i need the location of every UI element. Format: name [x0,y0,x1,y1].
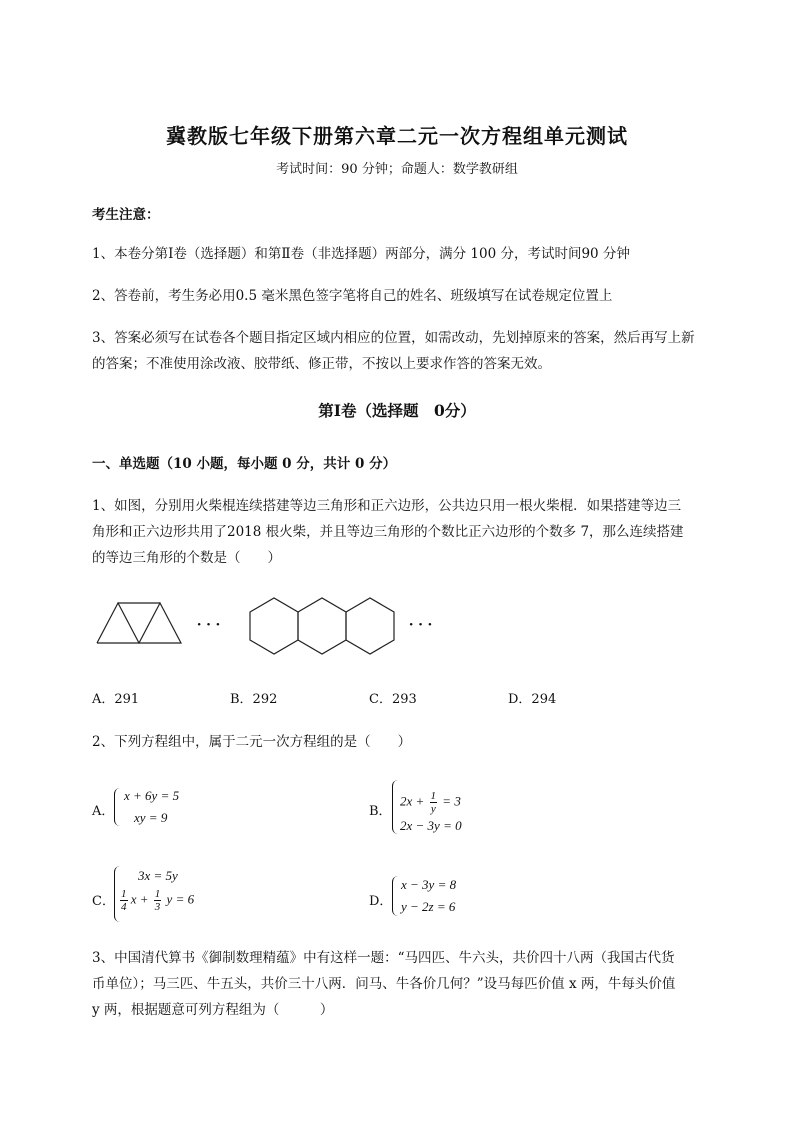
q2-b-eq2: 2x − 3y = 0 [400,818,462,833]
q2-label-d[interactable]: D． [369,894,393,909]
q2-c-term: x + [130,891,149,907]
q2-c-num-1: 1 [121,888,127,900]
q2-label-c[interactable]: C． [92,894,115,909]
ellipsis-2: ··· [408,612,437,636]
brace-b [392,780,399,834]
q1-option-a[interactable]: A．291 [92,692,140,707]
brace-d [392,876,399,916]
q3-line-2: 币单位）；马三匹、牛五头，共价三十八两．问马、牛各价几何？”设马每匹价值 x 两，牛每头价值 [92,976,676,992]
notice-heading: 考生注意： [92,207,160,223]
exam-info: 考试时间：90 分钟；命题人：数学教研组 [276,162,518,177]
q2-a-eq1: x + 6y = 5 [124,788,180,803]
q2-stem: 2、下列方程组中，属于二元一次方程组的是（ ） [92,734,412,750]
q2-c-fraction-1 [120,888,128,913]
part-heading: 一、单选题（10 小题，每小题 0 分，共计 0 分） [92,456,397,472]
q2-c-fraction-2 [154,888,162,913]
q1-option-d[interactable]: D．294 [508,692,557,707]
q2-a-eq2: xy = 9 [134,810,168,825]
q2-d-eq2: y − 2z = 6 [401,899,456,914]
section-title: 第Ⅰ卷（选择题 0分） [318,401,476,420]
q2-c-rhs: y = 6 [166,891,195,907]
q2-c-den-2: 3 [154,901,161,913]
notice-item-3-cont: 的答案；不准使用涂改液、胶带纸、修正带，不按以上要求作答的答案无效。 [92,356,551,372]
ellipsis-1: ··· [196,612,225,636]
hexagons-figure [249,597,399,657]
q1-option-c[interactable]: C．293 [369,692,417,707]
q2-b-rhs: = 3 [442,793,461,809]
notice-item-2: 2、答卷前，考生务必用0.5 毫米黑色签字笔将自己的姓名、班级填写在试卷规定位置上 [92,288,613,304]
q2-c-num-2: 1 [154,888,161,900]
q2-b-fraction [430,790,438,815]
q2-label-a[interactable]: A． [92,804,115,819]
q1-line-3: 的等边三角形的个数是（ ） [92,550,281,566]
q1-option-b[interactable]: B．292 [230,692,278,707]
q2-b-eq1 [400,790,461,815]
triangles-figure [96,600,186,645]
q1-line-2: 角形和正六边形共用了2018 根火柴，并且等边三角形的个数比正六边形的个数多 7，那么连续搭建 [92,524,684,540]
q2-d-eq1: x − 3y = 8 [401,877,457,892]
page-title: 冀教版七年级下册第六章二元一次方程组单元测试 [166,124,628,148]
q1-line-1: 1、如图，分别用火柴棍连续搭建等边三角形和正六边形，公共边只用一根火柴棍．如果搭建等边三 [92,498,682,514]
q2-b-den: y [430,803,436,815]
q2-b-num: 1 [430,790,437,802]
q2-c-den-1: 4 [121,901,127,913]
notice-item-3: 3、答案必须写在试卷各个题目指定区域内相应的位置，如需改动，先划掉原来的答案，然后再写上新 [92,330,695,346]
q2-label-b[interactable]: B． [369,804,392,819]
q2-c-eq2 [120,888,194,913]
q2-b-term: 2x + [400,793,425,809]
q2-c-eq1: 3x = 5y [138,868,178,883]
brace-a [114,788,121,826]
q3-line-3: y 两，根据题意可列方程组为（ ） [92,1002,334,1018]
q3-line-1: 3、中国清代算书《御制数理精蕴》中有这样一题：“马四匹、牛六头，共价四十八两（我国古代货 [92,950,675,966]
notice-item-1: 1、本卷分第Ⅰ卷（选择题）和第Ⅱ卷（非选择题）两部分，满分 100 分，考试时间90 分钟 [92,246,630,262]
